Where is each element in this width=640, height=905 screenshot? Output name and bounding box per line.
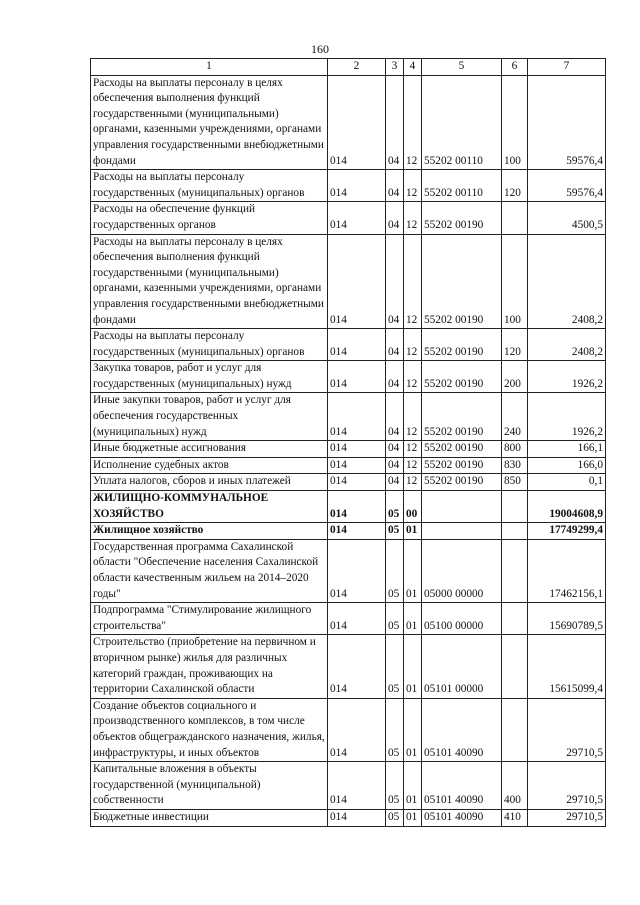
table-row <box>91 635 606 698</box>
ministry-code-cell: 014 <box>328 603 386 635</box>
target-article-cell: 55202 00190 <box>422 202 502 234</box>
amount-cell: 2408,2 <box>528 329 606 361</box>
subsection-code-cell: 12 <box>404 234 422 329</box>
ministry-code-cell: 014 <box>328 698 386 761</box>
table-row <box>91 170 606 202</box>
row-name-cell: Капитальные вложения в объекты государственной (муниципальной) собственности <box>91 762 328 810</box>
table-row <box>91 698 606 761</box>
amount-cell: 59576,4 <box>528 75 606 170</box>
subsection-code-cell: 00 <box>404 491 422 523</box>
section-code-cell: 04 <box>386 75 404 170</box>
subsection-code-cell: 01 <box>404 809 422 826</box>
expense-type-cell: 100 <box>502 75 528 170</box>
amount-cell: 17749299,4 <box>528 523 606 540</box>
target-article-cell: 05101 40090 <box>422 698 502 761</box>
expense-type-cell <box>502 491 528 523</box>
header-cell: 6 <box>502 59 528 76</box>
expense-type-cell: 240 <box>502 393 528 441</box>
subsection-code-cell: 01 <box>404 523 422 540</box>
amount-cell: 15690789,5 <box>528 603 606 635</box>
section-code-cell: 04 <box>386 361 404 393</box>
section-code-cell: 04 <box>386 234 404 329</box>
amount-cell: 1926,2 <box>528 393 606 441</box>
ministry-code-cell: 014 <box>328 75 386 170</box>
subsection-code-cell: 01 <box>404 603 422 635</box>
subsection-code-cell: 01 <box>404 698 422 761</box>
amount-cell: 0,1 <box>528 474 606 491</box>
section-code-cell: 04 <box>386 474 404 491</box>
expense-type-cell <box>502 523 528 540</box>
table-row <box>91 202 606 234</box>
header-cell: 4 <box>404 59 422 76</box>
section-code-cell: 05 <box>386 635 404 698</box>
target-article-cell: 05101 00000 <box>422 635 502 698</box>
section-code-cell: 05 <box>386 809 404 826</box>
target-article-cell: 55202 00190 <box>422 234 502 329</box>
table-row <box>91 329 606 361</box>
amount-cell: 29710,5 <box>528 809 606 826</box>
table-row <box>91 361 606 393</box>
expense-type-cell <box>502 635 528 698</box>
header-cell: 5 <box>422 59 502 76</box>
target-article-cell: 05101 40090 <box>422 762 502 810</box>
amount-cell: 15615099,4 <box>528 635 606 698</box>
table-row <box>91 474 606 491</box>
amount-cell: 29710,5 <box>528 698 606 761</box>
row-name-cell: Исполнение судебных актов <box>91 457 328 474</box>
amount-cell: 4500,5 <box>528 202 606 234</box>
table-row <box>91 441 606 458</box>
row-name-cell: Иные бюджетные ассигнования <box>91 441 328 458</box>
row-name-cell: Расходы на обеспечение функций государственных органов <box>91 202 328 234</box>
section-code-cell: 05 <box>386 603 404 635</box>
table-row <box>91 491 606 523</box>
table-row <box>91 393 606 441</box>
target-article-cell: 55202 00190 <box>422 441 502 458</box>
ministry-code-cell: 014 <box>328 809 386 826</box>
section-code-cell: 04 <box>386 329 404 361</box>
row-name-cell: Бюджетные инвестиции <box>91 809 328 826</box>
amount-cell: 166,0 <box>528 457 606 474</box>
expense-type-cell: 410 <box>502 809 528 826</box>
section-code-cell: 04 <box>386 170 404 202</box>
target-article-cell: 55202 00190 <box>422 393 502 441</box>
expense-type-cell: 120 <box>502 170 528 202</box>
subsection-code-cell: 01 <box>404 762 422 810</box>
row-name-cell: Создание объектов социального и производственного комплексов, в том числе объектов общегражданского назначения, жилья, инфраструктуры, и иных объектов <box>91 698 328 761</box>
section-code-cell: 04 <box>386 393 404 441</box>
header-cell: 2 <box>328 59 386 76</box>
target-article-cell: 55202 00190 <box>422 329 502 361</box>
section-code-cell: 05 <box>386 523 404 540</box>
row-name-cell: Расходы на выплаты персоналу в целях обеспечения выполнения функций государственными (муниципальными) органами, казенными учреждениями, органами управления государственными внебюджетными фондами <box>91 75 328 170</box>
ministry-code-cell: 014 <box>328 635 386 698</box>
row-name-cell: Расходы на выплаты персоналу государственных (муниципальных) органов <box>91 170 328 202</box>
subsection-code-cell: 01 <box>404 635 422 698</box>
subsection-code-cell: 12 <box>404 441 422 458</box>
ministry-code-cell: 014 <box>328 457 386 474</box>
subsection-code-cell: 12 <box>404 170 422 202</box>
row-name-cell: Уплата налогов, сборов и иных платежей <box>91 474 328 491</box>
expense-type-cell <box>502 698 528 761</box>
expense-type-cell: 200 <box>502 361 528 393</box>
expense-type-cell: 120 <box>502 329 528 361</box>
target-article-cell <box>422 523 502 540</box>
ministry-code-cell: 014 <box>328 441 386 458</box>
target-article-cell: 55202 00190 <box>422 457 502 474</box>
header-cell: 3 <box>386 59 404 76</box>
row-name-cell: Жилищное хозяйство <box>91 523 328 540</box>
section-code-cell: 05 <box>386 491 404 523</box>
table-row <box>91 457 606 474</box>
section-code-cell: 04 <box>386 441 404 458</box>
row-name-cell: Государственная программа Сахалинской области "Обеспечение населения Сахалинской области качественным жильем на 2014–2020 годы" <box>91 539 328 602</box>
expense-type-cell: 830 <box>502 457 528 474</box>
table-row <box>91 234 606 329</box>
expense-type-cell: 100 <box>502 234 528 329</box>
ministry-code-cell: 014 <box>328 329 386 361</box>
ministry-code-cell: 014 <box>328 762 386 810</box>
section-code-cell: 05 <box>386 698 404 761</box>
row-name-cell: ЖИЛИЩНО-КОММУНАЛЬНОЕ ХОЗЯЙСТВО <box>91 491 328 523</box>
expense-type-cell <box>502 202 528 234</box>
amount-cell: 166,1 <box>528 441 606 458</box>
expense-type-cell: 400 <box>502 762 528 810</box>
target-article-cell: 05000 00000 <box>422 539 502 602</box>
expense-type-cell: 850 <box>502 474 528 491</box>
ministry-code-cell: 014 <box>328 539 386 602</box>
table-row <box>91 603 606 635</box>
ministry-code-cell: 014 <box>328 170 386 202</box>
table-row <box>91 523 606 540</box>
ministry-code-cell: 014 <box>328 202 386 234</box>
expense-type-cell <box>502 603 528 635</box>
row-name-cell: Иные закупки товаров, работ и услуг для обеспечения государственных (муниципальных) нужд <box>91 393 328 441</box>
header-cell: 7 <box>528 59 606 76</box>
budget-table <box>90 58 606 827</box>
target-article-cell: 55202 00110 <box>422 75 502 170</box>
section-code-cell: 04 <box>386 457 404 474</box>
subsection-code-cell: 12 <box>404 202 422 234</box>
expense-type-cell <box>502 539 528 602</box>
subsection-code-cell: 12 <box>404 75 422 170</box>
subsection-code-cell: 01 <box>404 539 422 602</box>
row-name-cell: Расходы на выплаты персоналу в целях обеспечения выполнения функций государственными (муниципальными) органами, казенными учреждениями, органами управления государственными внебюджетными фондами <box>91 234 328 329</box>
row-name-cell: Подпрограмма "Стимулирование жилищного строительства" <box>91 603 328 635</box>
row-name-cell: Закупка товаров, работ и услуг для государственных (муниципальных) нужд <box>91 361 328 393</box>
table-row <box>91 809 606 826</box>
row-name-cell: Строительство (приобретение на первичном и вторичном рынке) жилья для различных категорий граждан, проживающих на территории Сахалинской области <box>91 635 328 698</box>
amount-cell: 1926,2 <box>528 361 606 393</box>
target-article-cell <box>422 491 502 523</box>
row-name-cell: Расходы на выплаты персоналу государственных (муниципальных) органов <box>91 329 328 361</box>
ministry-code-cell: 014 <box>328 474 386 491</box>
amount-cell: 19004608,9 <box>528 491 606 523</box>
section-code-cell: 04 <box>386 202 404 234</box>
page-number: 160 <box>311 42 329 56</box>
ministry-code-cell: 014 <box>328 393 386 441</box>
amount-cell: 2408,2 <box>528 234 606 329</box>
subsection-code-cell: 12 <box>404 329 422 361</box>
table-row <box>91 762 606 810</box>
subsection-code-cell: 12 <box>404 474 422 491</box>
subsection-code-cell: 12 <box>404 457 422 474</box>
section-code-cell: 05 <box>386 762 404 810</box>
target-article-cell: 05100 00000 <box>422 603 502 635</box>
amount-cell: 29710,5 <box>528 762 606 810</box>
ministry-code-cell: 014 <box>328 491 386 523</box>
target-article-cell: 55202 00190 <box>422 474 502 491</box>
table-header-row <box>91 59 606 76</box>
amount-cell: 59576,4 <box>528 170 606 202</box>
table-row <box>91 539 606 602</box>
target-article-cell: 05101 40090 <box>422 809 502 826</box>
amount-cell: 17462156,1 <box>528 539 606 602</box>
ministry-code-cell: 014 <box>328 523 386 540</box>
header-cell: 1 <box>91 59 328 76</box>
ministry-code-cell: 014 <box>328 234 386 329</box>
ministry-code-cell: 014 <box>328 361 386 393</box>
subsection-code-cell: 12 <box>404 361 422 393</box>
target-article-cell: 55202 00110 <box>422 170 502 202</box>
target-article-cell: 55202 00190 <box>422 361 502 393</box>
table-row <box>91 75 606 170</box>
subsection-code-cell: 12 <box>404 393 422 441</box>
expense-type-cell: 800 <box>502 441 528 458</box>
section-code-cell: 05 <box>386 539 404 602</box>
